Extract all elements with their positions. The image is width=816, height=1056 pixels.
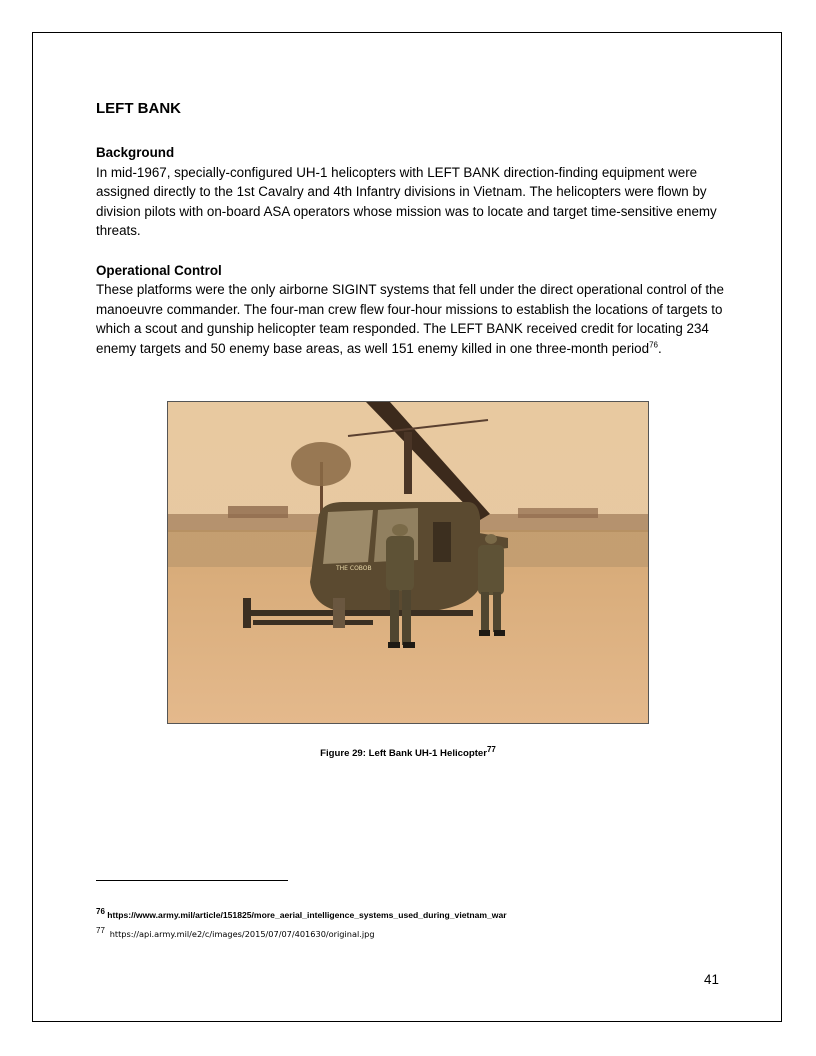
page-content	[96, 100, 726, 378]
footnote-77	[96, 926, 375, 939]
footnote-76-link[interactable]: https://www.army.mil/article/151825/more_aerial_intelligence_systems_used_during_vietnam_war	[107, 910, 507, 920]
helicopter-photo-illustration	[168, 402, 648, 723]
footnote-number-76: 76	[96, 907, 105, 917]
page-title: LEFT BANK	[96, 100, 181, 117]
sentence-end: .	[657, 340, 662, 356]
helicopter-photo	[167, 401, 649, 724]
figure-caption-text: Figure 29: Left Bank UH-1 Helicopter	[320, 748, 487, 759]
operational-control-paragraph	[96, 280, 726, 358]
section-title-operational-control: Operational Control	[96, 262, 222, 278]
section-title-background: Background	[96, 145, 175, 160]
operational-control-text: These platforms were the only airborne SIGINT systems that fell under the direct operational control of the manoeuvre commander. The four-man crew flew four-hour missions to establish the locations of targets to which a scout and gunship helicopter team responded. The LEFT BANK received credit for locating 234 enemy targets and 50 enemy base areas, as well 151 enemy killed in one three-month period	[96, 282, 724, 356]
footnote-number-77: 77	[96, 926, 105, 936]
helicopter-nose-text: THE COBOB	[336, 565, 372, 572]
footnote-ref-77[interactable]: 77	[486, 744, 496, 754]
footnote-separator	[96, 880, 288, 881]
footnote-76	[96, 907, 507, 920]
page-number: 41	[704, 972, 719, 987]
figure-caption	[167, 744, 649, 759]
footnote-ref-76[interactable]: 76	[649, 340, 658, 350]
footnote-77-link[interactable]: https://api.army.mil/e2/c/images/2015/07/07/401630/original.jpg	[109, 929, 375, 939]
background-paragraph: In mid-1967, specially-configured UH-1 helicopters with LEFT BANK direction-finding equipment were assigned directly to the 1st Cavalry and 4th Infantry divisions in Vietnam. The helicopters were flown by division pilots with on-board ASA operators whose mission was to locate and target time-sensitive enemy threats.	[96, 164, 717, 238]
